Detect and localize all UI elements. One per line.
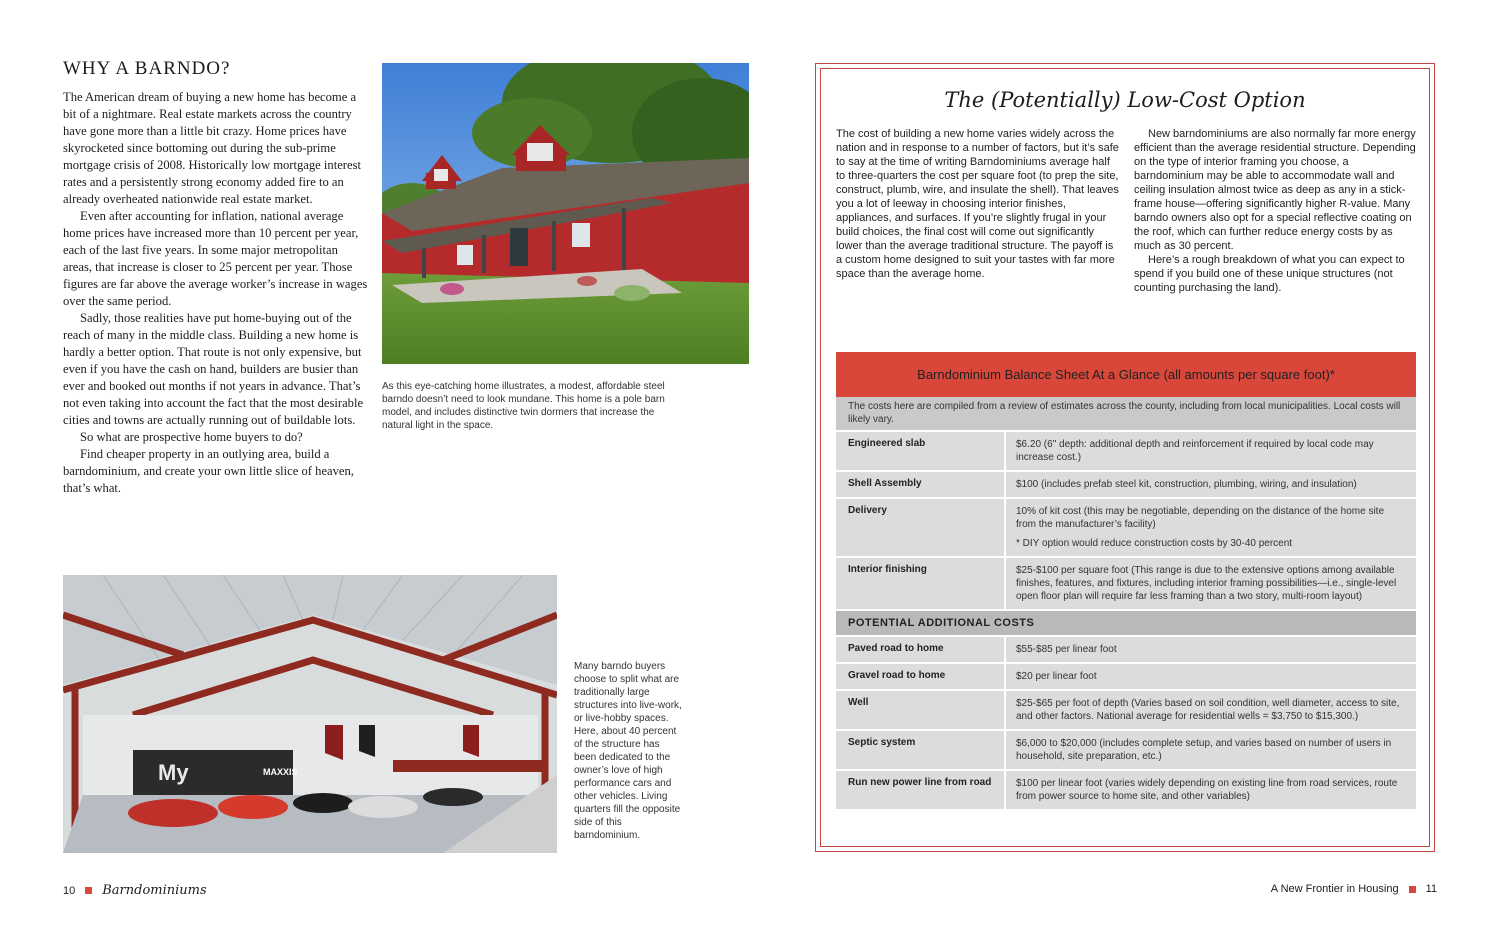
interior-photo-caption: Many barndo buyers choose to split what are traditionally large structures into live-work, or live-hobby spaces. Here, about 40 percent of the structure has been dedicated to the owner’s love of high performance cars and other vehicles. Living quarters fill the opposite side of this barndominium. — [574, 661, 682, 841]
page-number: 10 — [63, 884, 76, 897]
page-number: 11 — [1425, 883, 1437, 895]
row-cost-text: $6,000 to $20,000 (includes complete setup, and varies based on number of users in household, site preparation, etc.) — [1016, 738, 1392, 762]
body-paragraph: Even after accounting for inflation, national average home prices have increased more than 10 percent per year, each of the last five years. In some major metropolitan areas, that increase is closer to 25 percent per year. Those figures are far above the average worker’s increase in wages over the same period. — [63, 209, 368, 308]
table-row — [836, 689, 1416, 729]
section-title: WHY A BARNDO? — [63, 58, 231, 79]
right-footer — [1271, 883, 1437, 895]
table-row — [836, 769, 1416, 809]
row-cost-text: 10% of kit cost (this may be negotiable, depending on the distance of the home site from the manufacturer’s facility) — [1016, 506, 1385, 530]
house-photo-caption: As this eye-catching home illustrates, a modest, affordable steel barndo doesn’t need to look mundane. This home is a pole barn model, and includes distinctive twin dormers that increase the natural light in the space. — [382, 381, 665, 431]
row-item: Run new power line from road — [836, 769, 1006, 809]
balance-sheet-table — [836, 352, 1416, 809]
row-cost-footnote: * DIY option would reduce construction costs by 30-40 percent — [1016, 538, 1293, 549]
table-row — [836, 497, 1416, 556]
sidebar-paragraph: New barndominiums are also normally far more energy efficient than the average residential structure. Depending on the type of interior framing you choose, a barndominium may be able to accommodate wall and ceiling insulation almost twice as deep as any in a stick-frame house—offering significantly higher R-value. Many barndo owners also opt for a special reflective coating on the roof, which can further reduce energy costs by as much as 30 percent. — [1134, 128, 1416, 252]
body-paragraph: Sadly, those realities have put home-buying out of the reach of many in the middle class. Building a new home is hardly a better option. That route is not only expensive, but even if you have the cash on hand, builders are busier than ever and booked out months if not years in advance. That’s not even taking into account the fact that the most desirable cities and towns are actually running out of buildable lots. — [63, 311, 364, 427]
table-row — [836, 729, 1416, 769]
row-item: Septic system — [836, 729, 1006, 769]
row-item: Engineered slab — [836, 430, 1006, 470]
row-item: Shell Assembly — [836, 470, 1006, 497]
svg-text:My: My — [158, 760, 189, 785]
chapter-title: A New Frontier in Housing — [1270, 883, 1399, 895]
row-item: Gravel road to home — [836, 662, 1006, 689]
row-item: Interior finishing — [836, 556, 1006, 609]
row-cost-text: $6.20 (6" depth: additional depth and reinforcement if required by local code may increase cost.) — [1016, 439, 1374, 463]
table-row — [836, 662, 1416, 689]
table-row — [836, 635, 1416, 662]
body-text — [63, 89, 368, 497]
sidebar-column-left — [836, 127, 1119, 281]
barndo-interior-garage-photo — [63, 575, 557, 853]
row-cost — [1006, 635, 1416, 662]
table-row — [836, 470, 1416, 497]
row-item: Paved road to home — [836, 635, 1006, 662]
footer-square-icon — [1409, 886, 1416, 893]
row-cost — [1006, 556, 1416, 609]
red-barndo-house-photo — [382, 63, 749, 364]
additional-costs-heading: POTENTIAL ADDITIONAL COSTS — [836, 609, 1416, 635]
row-cost — [1006, 470, 1416, 497]
sidebar-title: The (Potentially) Low-Cost Option — [944, 88, 1306, 112]
row-cost — [1006, 430, 1416, 470]
row-cost-text: $25-$100 per square foot (This range is due to the extensive options among available finishes, features, and fixtures, including interior framing possibilities—i.e., single-level open floor plan will require far less framing than a two story, multi-room layout) — [1016, 565, 1397, 602]
table-row — [836, 430, 1416, 470]
sidebar-paragraph: The cost of building a new home varies widely across the nation and in response to a number of factors, but it’s safe to say at the time of writing Barndominiums average half to three-quarters the cost per square foot (to prep the site, construct, plumb, wire, and insulate the shell). That leaves you a lot of leeway in choosing interior finishes, appliances, and surfaces. If you’re slightly frugal in your build choices, the final cost will come out significantly lower than the average traditional structure. The payoff is a custom home designed to suit your tastes with far more space than the average home. — [836, 128, 1119, 280]
row-cost-text: $55-$85 per linear foot — [1016, 644, 1117, 655]
body-paragraph: The American dream of buying a new home has become a bit of a nightmare. Real estate markets across the country have gone more than a little bit crazy. Home prices have skyrocketed since bottoming out during the sub-prime mortgage crisis of 2008. Historically low mortgage interest rates and a persistently strong economy added fire to an already overheated nationwide real estate market. — [63, 90, 361, 206]
row-cost-text: $25-$65 per foot of depth (Varies based on soil condition, well diameter, access to site, and other factors. National average for residential wells = $3,750 to $15,300.) — [1016, 698, 1400, 722]
row-cost — [1006, 662, 1416, 689]
body-paragraph: So what are prospective home buyers to do? — [80, 430, 303, 444]
book-title: Barndominiums — [102, 883, 207, 898]
table-row — [836, 556, 1416, 609]
row-cost-text: $100 per linear foot (varies widely depending on existing line from road services, route from power source to home site, and other variables) — [1016, 778, 1398, 802]
row-cost — [1006, 729, 1416, 769]
table-note: The costs here are compiled from a review of estimates across the county, including from local municipalities. Local costs will likely vary. — [836, 397, 1416, 430]
body-paragraph: Find cheaper property in an outlying area, build a barndominium, and create your own little slice of heaven, that’s what. — [63, 447, 354, 495]
row-item: Well — [836, 689, 1006, 729]
footer-square-icon — [85, 887, 92, 894]
maxxis-banner-text: MAXXIS — [263, 767, 298, 777]
row-cost-text: $20 per linear foot — [1016, 671, 1097, 682]
row-cost-text: $100 (includes prefab steel kit, construction, plumbing, wiring, and insulation) — [1016, 479, 1357, 490]
row-item: Delivery — [836, 497, 1006, 556]
row-cost — [1006, 497, 1416, 556]
row-cost — [1006, 689, 1416, 729]
left-footer — [63, 883, 207, 898]
sidebar-column-right — [1134, 127, 1416, 295]
row-cost — [1006, 769, 1416, 809]
table-title: Barndominium Balance Sheet At a Glance (all amounts per square foot)* — [836, 352, 1416, 397]
sidebar-paragraph: Here’s a rough breakdown of what you can expect to spend if you build one of these unique structures (not counting purchasing the land). — [1134, 254, 1405, 294]
